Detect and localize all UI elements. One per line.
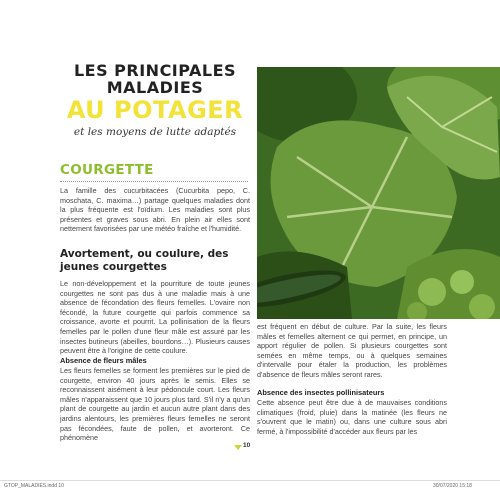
page-number: 10 xyxy=(243,442,251,449)
right-paragraph-2: Cette absence peut être due à de mauvaises conditions climatiques (froid, pluie) dans la matinée (les fleurs ne s'ouvrent que le matin) ou, dans une culture sous abri fermé, à l'impossibilité d'accéder aux fleurs par les xyxy=(257,398,447,436)
subheading: Avortement, ou coulure, des jeunes courgettes xyxy=(60,248,229,273)
title-line-1: LES PRINCIPALES xyxy=(73,61,237,80)
chapter-title xyxy=(60,62,250,138)
print-footer-rule xyxy=(0,480,500,481)
title-line-3: AU POTAGER xyxy=(66,96,244,124)
body-paragraph-1: Le non-développement et la pourriture de toute jeunes courgettes ne sont pas dus à une maladie mais à une absence de fécondation des fleurs femelles. L'ovaire non fécondé, la future courgette qui parfois commence sa croissance, avorte et pourrit. La pollinisation de la fleurs femelles par le pollen d'une fleur mâle est assuré par les insectes butineurs (abeilles, bourdons…). Plusieurs causes peuvent être à l'origine de cette coulure. xyxy=(60,279,250,356)
section-divider xyxy=(60,181,248,182)
zucchini-leaf-photo xyxy=(257,67,500,319)
footer-filename: GTOP_MALADIES.indd 10 xyxy=(4,483,64,489)
minor-heading-1: Absence de fleurs mâles xyxy=(60,356,147,365)
title-line-2: MALADIES xyxy=(106,78,204,97)
intro-paragraph: La famille des cucurbitacées (Cucurbita pepo, C. moschata, C. maxima…) partage quelques maladies dont la plus fréquente est l'oïdium. Les maladies sont plus présentes et graves sous abri. En plein air elles sont nettement favorisées par une météo fraîche et l'humidité. xyxy=(60,186,250,234)
title-subtitle: et les moyens de lutte adaptés xyxy=(73,126,237,138)
right-paragraph-1: est fréquent en début de culture. Par la suite, les fleurs mâles et femelles alternent ce qui permet, en principe, un apport régulier de pollen. Si plusieurs courgettes sont semées en même temps, ou à quelques semaines d'intervalle pour étaler la production, les problèmes d'absence de fleurs mâles seront rares. xyxy=(257,322,447,379)
footer-timestamp: 30/07/2020 15:18 xyxy=(433,483,472,489)
section-heading: COURGETTE xyxy=(60,162,154,178)
minor-heading-2: Absence des insectes pollinisateurs xyxy=(257,388,385,397)
body-paragraph-2: Les fleurs femelles se forment les premières sur le pied de courgette, environ 40 jours après le semis. Elles se reconnaissent aisément à leur pédoncule court. Les fleurs mâles n'apparaissent que 10 jours plus tard. S'il n'y a qu'un plant de courgette au jardin et aucun autre plant dans des jardins alentours, les premières fleurs femelles ne seront pas fécondées, faute de pollen, et avorteront. Ce phénomène xyxy=(60,366,250,443)
